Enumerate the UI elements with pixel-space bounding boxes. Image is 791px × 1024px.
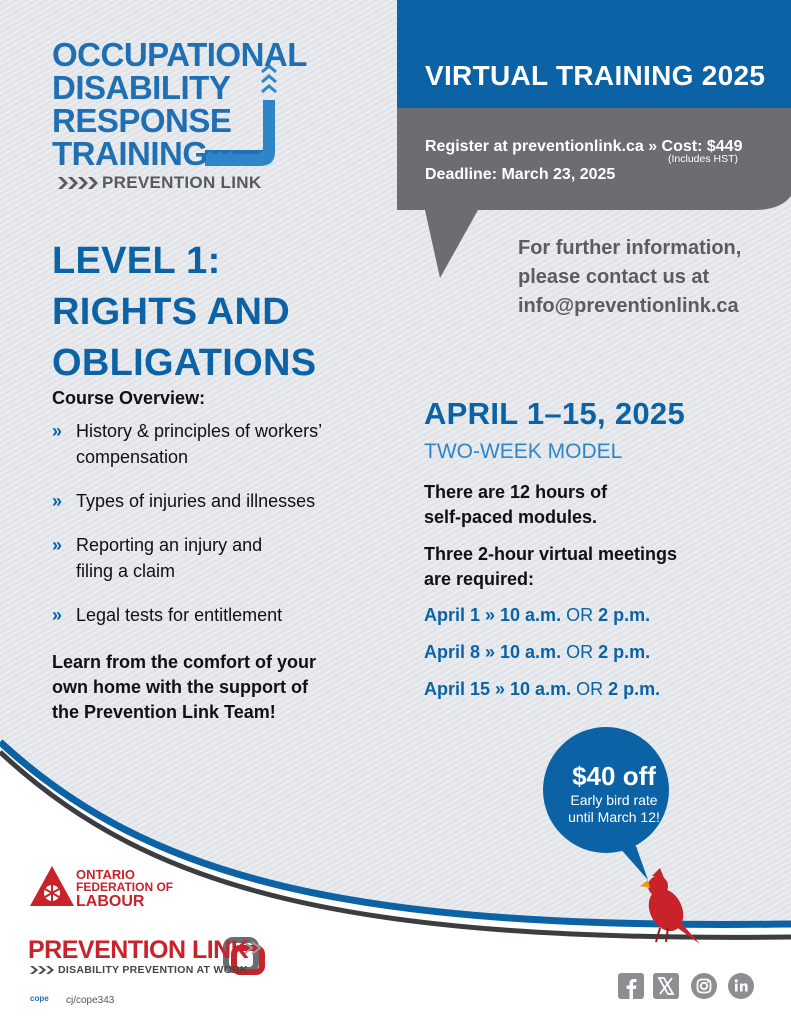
logo-subtitle: PREVENTION LINK bbox=[102, 173, 262, 192]
logo-subtitle-chevrons-icon bbox=[58, 177, 98, 189]
session-day: April 1 » 10 a.m. bbox=[424, 605, 562, 625]
session-row bbox=[424, 642, 650, 663]
promo-bubble-tail bbox=[618, 846, 648, 880]
meetings-line: are required: bbox=[424, 569, 535, 589]
deadline-label: Deadline: March 23, 2025 bbox=[425, 166, 616, 183]
meetings-line: Three 2-hour virtual meetings bbox=[424, 544, 678, 564]
promo-line: until March 12! bbox=[568, 809, 660, 825]
chevron-bullet-icon: » bbox=[52, 605, 63, 625]
list-item-text: Reporting an injury and bbox=[76, 535, 263, 555]
promo-line: Early bird rate bbox=[570, 792, 658, 808]
list-item-text: Types of injuries and illnesses bbox=[76, 491, 316, 511]
level-heading bbox=[52, 236, 372, 389]
learn-line: own home with the support of bbox=[52, 677, 308, 697]
list-item bbox=[52, 602, 382, 628]
session-alt: 2 p.m. bbox=[608, 679, 661, 699]
session-day: April 8 » 10 a.m. bbox=[424, 642, 562, 662]
prevention-link-logo-text: PREVENTION LINK bbox=[28, 936, 249, 964]
cope-code: cj/cope343 bbox=[66, 995, 115, 1006]
modules-info bbox=[424, 480, 724, 530]
cost-note: (Includes HST) bbox=[668, 153, 739, 165]
chevron-bullet-icon: » bbox=[52, 535, 63, 555]
instagram-icon[interactable] bbox=[690, 972, 718, 1000]
prevention-link-tagline: DISABILITY PREVENTION AT WORK bbox=[58, 964, 248, 976]
linkedin-icon[interactable] bbox=[727, 972, 755, 1000]
contact-info bbox=[518, 234, 778, 321]
promo-amount: $40 off bbox=[572, 761, 656, 791]
course-model: TWO-WEEK MODEL bbox=[424, 440, 623, 463]
session-or: OR bbox=[566, 605, 594, 625]
contact-email[interactable]: info@preventionlink.ca bbox=[518, 295, 739, 317]
level-heading-line: OBLIGATIONS bbox=[52, 342, 317, 384]
overview-heading: Course Overview: bbox=[52, 388, 206, 408]
promo-text bbox=[545, 760, 683, 826]
level-heading-line: LEVEL 1: bbox=[52, 240, 221, 282]
session-or: OR bbox=[566, 642, 594, 662]
contact-line: please contact us at bbox=[518, 266, 710, 288]
list-item bbox=[52, 532, 382, 584]
learn-line: Learn from the comfort of your bbox=[52, 652, 317, 672]
ofl-line: LABOUR bbox=[76, 893, 145, 910]
list-item-text: Legal tests for entitlement bbox=[76, 605, 283, 625]
session-row bbox=[424, 679, 660, 700]
chevron-bullet-icon: » bbox=[52, 421, 63, 441]
session-alt: 2 p.m. bbox=[598, 605, 651, 625]
learn-statement bbox=[52, 650, 352, 725]
overview-list bbox=[52, 418, 382, 646]
ofl-logo-text bbox=[76, 868, 173, 910]
session-alt: 2 p.m. bbox=[598, 642, 651, 662]
session-day: April 15 » 10 a.m. bbox=[424, 679, 572, 699]
chevron-bullet-icon: » bbox=[52, 491, 63, 511]
header-band bbox=[397, 0, 791, 108]
ofl-line: FEDERATION OF bbox=[76, 880, 174, 894]
course-logo bbox=[52, 36, 307, 172]
modules-line: There are 12 hours of bbox=[424, 482, 608, 502]
list-item-text: compensation bbox=[76, 447, 189, 467]
cope-union-logo: cope bbox=[30, 994, 49, 1003]
ofl-line: ONTARIO bbox=[76, 867, 135, 882]
course-dates: APRIL 1–15, 2025 bbox=[424, 396, 686, 431]
list-item bbox=[52, 488, 382, 514]
session-or: OR bbox=[576, 679, 604, 699]
logo-title-line: RESPONSE bbox=[52, 102, 232, 139]
meetings-info bbox=[424, 542, 724, 592]
learn-line: the Prevention Link Team! bbox=[52, 702, 276, 722]
contact-line: For further information, bbox=[518, 237, 742, 259]
list-item bbox=[52, 418, 382, 470]
register-link[interactable]: Register at preventionlink.ca bbox=[425, 138, 644, 155]
logo-title-line: DISABILITY bbox=[52, 69, 231, 106]
modules-line: self-paced modules. bbox=[424, 507, 598, 527]
logo-title-line: OCCUPATIONAL bbox=[52, 36, 307, 73]
cost-label: Cost: $449 bbox=[661, 138, 743, 155]
list-item-text: History & principles of workers’ bbox=[76, 421, 323, 441]
level-heading-line: RIGHTS AND bbox=[52, 291, 291, 333]
session-row bbox=[424, 605, 650, 626]
header-title: VIRTUAL TRAINING 2025 bbox=[425, 60, 766, 91]
facebook-icon[interactable] bbox=[617, 972, 645, 1000]
list-item-text: filing a claim bbox=[76, 561, 176, 581]
separator: » bbox=[648, 138, 658, 155]
x-icon[interactable] bbox=[652, 972, 680, 1000]
logo-title-line: TRAINING bbox=[52, 135, 208, 172]
